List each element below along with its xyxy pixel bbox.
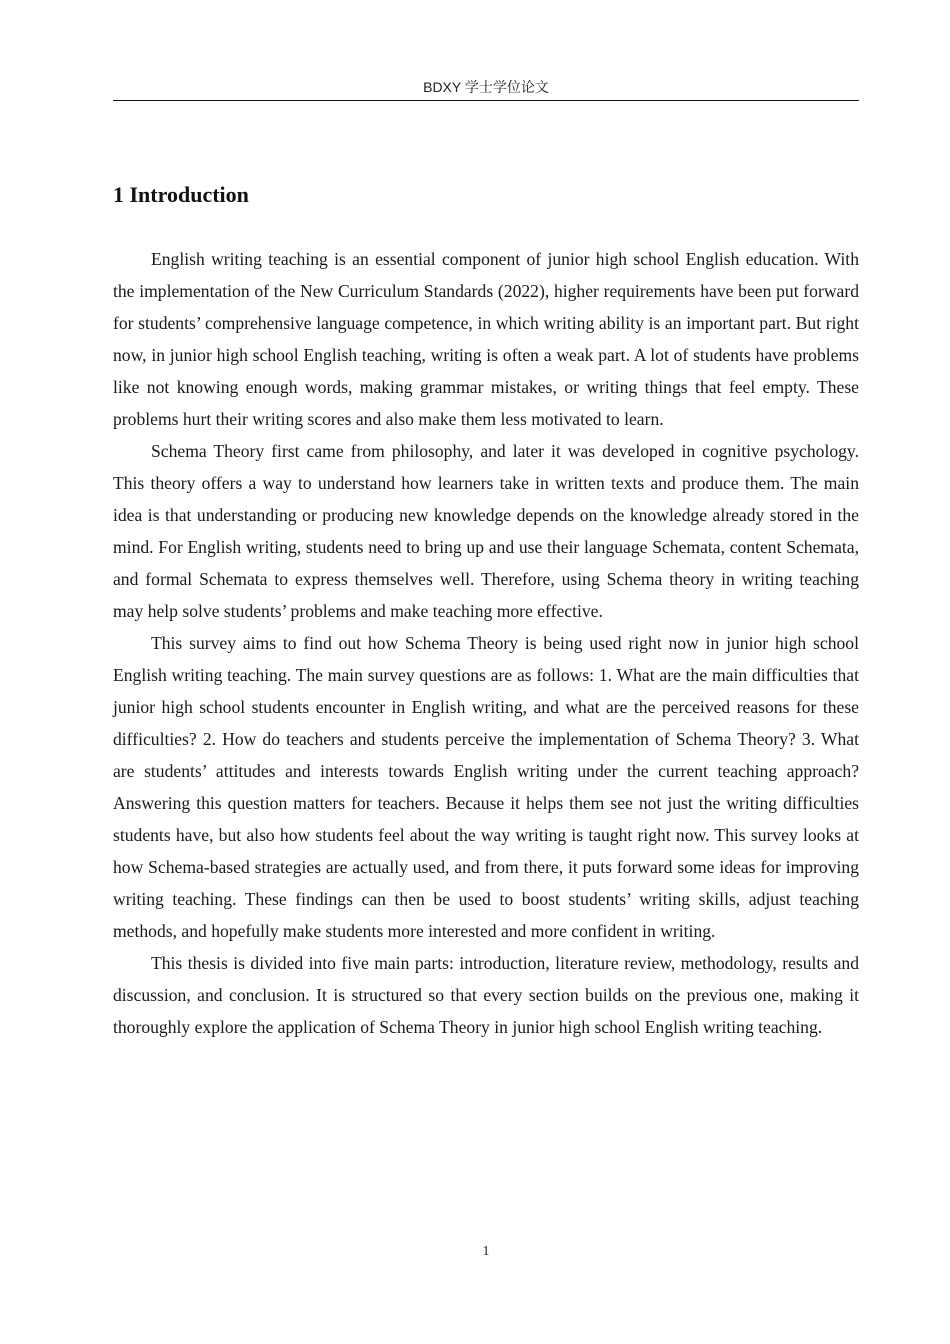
page-header: BDXY 学士学位论文 — [423, 79, 549, 95]
paragraph: This survey aims to find out how Schema Theory is being used right now in junior high school English writing teaching. The main survey questions are as follows: 1. What are the main difficulties that junior high school students encounter in English writing, and what are the perceived reasons for these difficulties? 2. How do teachers and students perceive the implementation of Schema Theory? 3. What are students’ attitudes and interests towards English writing under the current teaching approach? Answering this question matters for teachers. Because it helps them see not just the writing difficulties students have, but also how students feel about the way writing is taught right now. This survey looks at how Schema-based strategies are actually used, and from there, it puts forward some ideas for improving writing teaching. These findings can then be used to boost students’ writing skills, adjust teaching methods, and hopefully make students more interested and more confident in writing. — [113, 633, 859, 941]
page-number: 1 — [482, 1244, 490, 1259]
header-rule — [113, 100, 859, 101]
body-text — [113, 243, 859, 1043]
paragraph: This thesis is divided into five main parts: introduction, literature review, methodology, results and discussion, and conclusion. It is structured so that every section builds on the previous one, making it thoroughly explore the application of Schema Theory in junior high school English writing teaching. — [113, 953, 859, 1037]
paragraph: Schema Theory first came from philosophy, and later it was developed in cognitive psychology. This theory offers a way to understand how learners take in written texts and produce them. The main idea is that understanding or producing new knowledge depends on the knowledge already stored in the mind. For English writing, students need to bring up and use their language Schemata, content Schemata, and formal Schemata to express themselves well. Therefore, using Schema theory in writing teaching may help solve students’ problems and make teaching more effective. — [113, 441, 859, 621]
paragraph: English writing teaching is an essential component of junior high school English education. With the implementation of the New Curriculum Standards (2022), higher requirements have been put forward for students’ comprehensive language competence, in which writing ability is an important part. But right now, in junior high school English teaching, writing is often a weak part. A lot of students have problems like not knowing enough words, making grammar mistakes, or writing things that feel empty. These problems hurt their writing scores and also make them less motivated to learn. — [113, 249, 859, 429]
chapter-title: 1 Introduction — [113, 182, 249, 207]
